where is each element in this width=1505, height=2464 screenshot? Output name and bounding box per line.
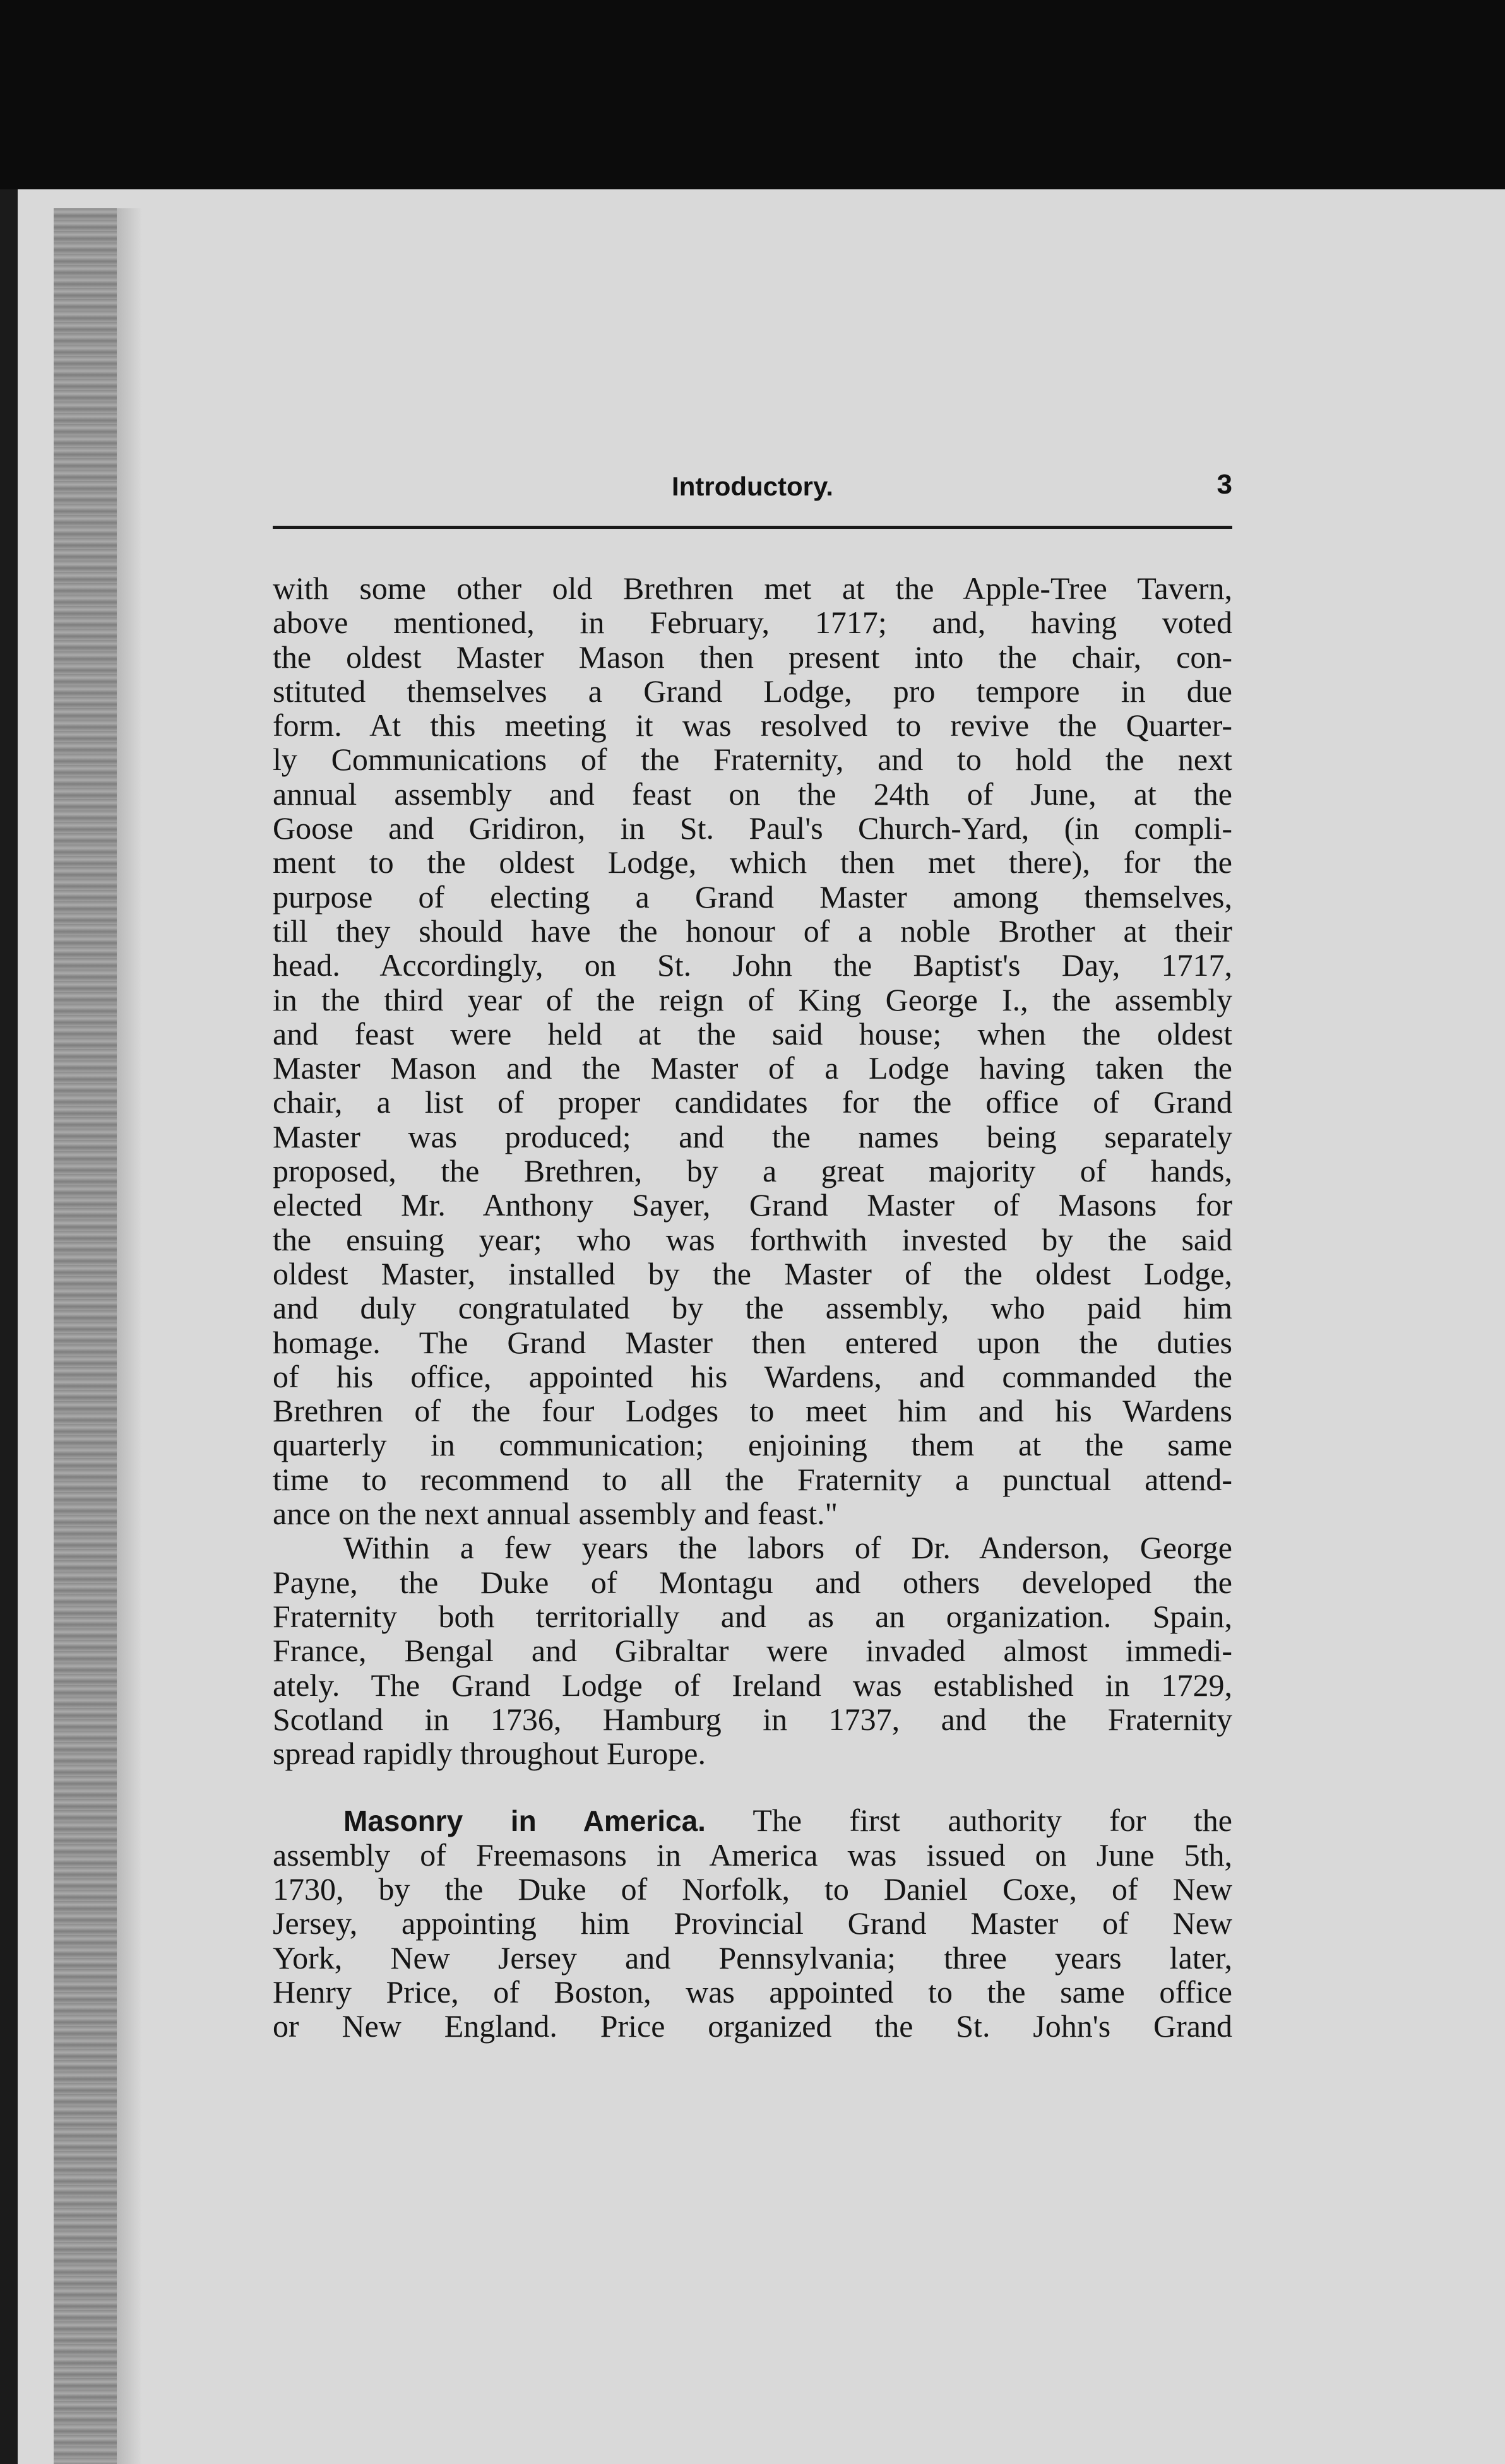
text-line: proposed, the Brethren, by a great majority of hands, xyxy=(273,1153,1232,1189)
page-number: 3 xyxy=(1216,469,1232,500)
text-line: spread rapidly throughout Europe. xyxy=(273,1736,706,1772)
text-line: ately. The Grand Lodge of Ireland was established in 1729, xyxy=(273,1667,1232,1703)
text-line: Henry Price, of Boston, was appointed to the same office xyxy=(273,1974,1232,2010)
text-line: York, New Jersey and Pennsylvania; three years later, xyxy=(273,1940,1232,1975)
text-line: and duly congratulated by the assembly, who paid him xyxy=(273,1290,1232,1326)
text-line: with some other old Brethren met at the Apple-Tree Tavern, xyxy=(273,571,1232,606)
gutter-shadow xyxy=(117,208,142,2464)
text-line: in the third year of the reign of King George I., the assembly xyxy=(273,981,1232,1017)
text-line: quarterly in communication; enjoining them at the same xyxy=(273,1427,1232,1463)
text-line: ly Communications of the Fraternity, and to hold the next xyxy=(273,742,1232,778)
body-text xyxy=(273,571,1232,2043)
text-line: France, Bengal and Gibraltar were invaded almost immedi- xyxy=(273,1633,1232,1669)
text-line xyxy=(273,1803,1232,1837)
text-line: till they should have the honour of a noble Brother at their xyxy=(273,913,1232,949)
text-line: time to recommend to all the Fraternity a punctual attend- xyxy=(273,1461,1232,1497)
text-line: ment to the oldest Lodge, which then met there), for the xyxy=(273,844,1232,880)
text-line: Brethren of the four Lodges to meet him and his Wardens xyxy=(273,1393,1232,1429)
text-line: Jersey, appointing him Provincial Grand Master of New xyxy=(273,1905,1232,1941)
page-header xyxy=(273,464,1232,508)
paragraph-2 xyxy=(273,1531,1232,1770)
text-line: purpose of electing a Grand Master among themselves, xyxy=(273,879,1232,915)
section-heading: Masonry in America. xyxy=(343,1804,706,1838)
text-line: Master Mason and the Master of a Lodge having taken the xyxy=(273,1050,1232,1086)
text-line: the ensuing year; who was forthwith invested by the said xyxy=(273,1221,1232,1257)
text-line: elected Mr. Anthony Sayer, Grand Master of Masons for xyxy=(273,1187,1232,1223)
book-spine-gutter xyxy=(54,208,117,2464)
text-line: and feast were held at the said house; when the oldest xyxy=(273,1016,1232,1051)
section-masonry-in-america xyxy=(273,1803,1232,2043)
text-line: Payne, the Duke of Montagu and others developed the xyxy=(273,1564,1232,1600)
text-line: of his office, appointed his Wardens, and commanded the xyxy=(273,1358,1232,1394)
text-line: Fraternity both territorially and as an organization. Spain, xyxy=(273,1598,1232,1634)
text-line: Within a few years the labors of Dr. Anderson, George xyxy=(343,1530,1232,1566)
text-line: above mentioned, in February, 1717; and, having voted xyxy=(273,605,1232,641)
text-line: annual assembly and feast on the 24th of June, at the xyxy=(273,776,1232,812)
text-line: chair, a list of proper candidates for the office of Grand xyxy=(273,1084,1232,1120)
text-line: homage. The Grand Master then entered upon the duties xyxy=(273,1324,1232,1360)
text-line: or New England. Price organized the St. John's Grand xyxy=(273,2008,1232,2044)
text-line: head. Accordingly, on St. John the Baptist's Day, 1717, xyxy=(273,947,1232,983)
text-line: the oldest Master Mason then present into the chair, con- xyxy=(273,639,1232,675)
text-line: Master was produced; and the names being separately xyxy=(273,1118,1232,1154)
paragraph-1 xyxy=(273,571,1232,1531)
text-line: 1730, by the Duke of Norfolk, to Daniel Coxe, of New xyxy=(273,1871,1232,1907)
text-line: form. At this meeting it was resolved to revive the Quarter- xyxy=(273,708,1232,743)
text-line: oldest Master, installed by the Master of the oldest Lodge, xyxy=(273,1255,1232,1291)
paragraph-gap xyxy=(273,1770,1232,1803)
text-line: ance on the next annual assembly and feast." xyxy=(273,1496,838,1532)
section-first-line: The first authority for the xyxy=(752,1803,1232,1839)
text-line: Scotland in 1736, Hamburg in 1737, and the Fraternity xyxy=(273,1701,1232,1737)
header-rule xyxy=(273,526,1232,529)
text-line: stituted themselves a Grand Lodge, pro tempore in due xyxy=(273,673,1232,709)
page-edge xyxy=(0,189,18,2464)
text-line: Goose and Gridiron, in St. Paul's Church-Yard, (in compli- xyxy=(273,810,1232,846)
text-line: assembly of Freemasons in America was issued on June 5th, xyxy=(273,1837,1232,1873)
running-head: Introductory. xyxy=(672,471,833,501)
